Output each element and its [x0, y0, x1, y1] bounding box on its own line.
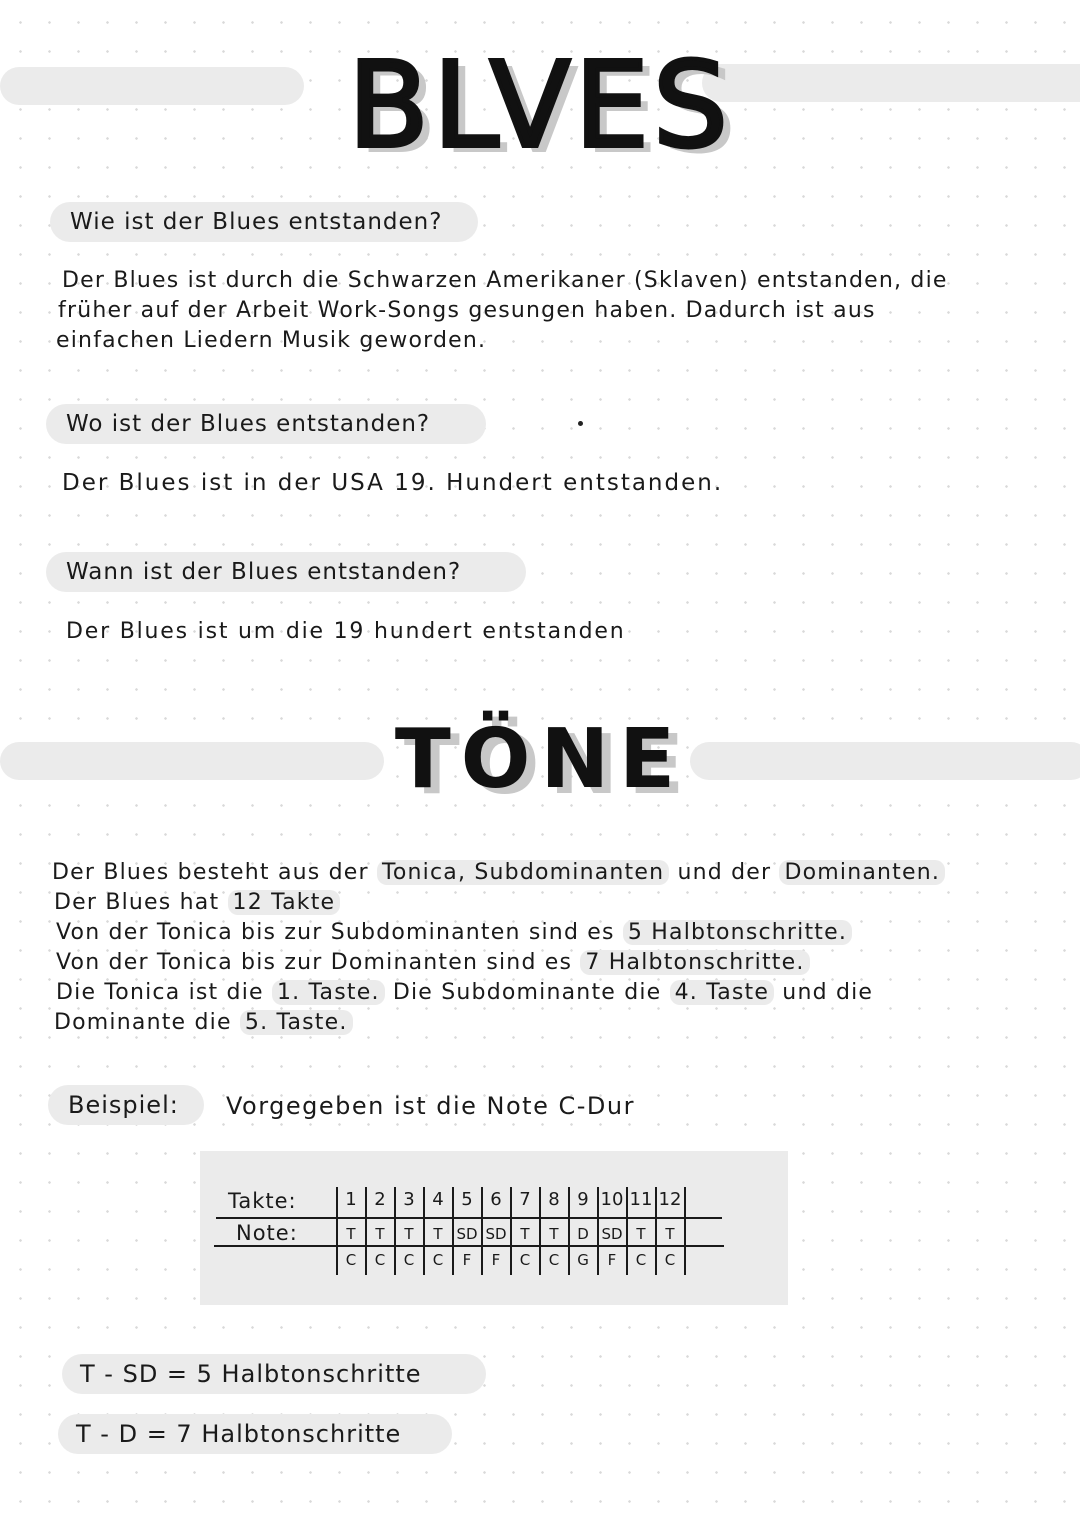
takt-cell: 6 — [490, 1189, 502, 1210]
toene-line-1: Der Blues besteht aus der Tonica, Subdominanten und der Dominanten. — [52, 858, 945, 888]
question-origin: Wie ist der Blues entstanden? — [50, 202, 478, 242]
table-column-divider — [423, 1187, 425, 1275]
function-cell: T — [346, 1225, 356, 1243]
highlight-12-takte: 12 Takte — [228, 890, 341, 915]
toene-line-3: Von der Tonica bis zur Subdominanten sind es 5 Halbtonschritte. — [56, 918, 852, 948]
answer-origin-line: einfachen Liedern Musik geworden. — [56, 328, 487, 353]
table-column-divider — [626, 1187, 628, 1275]
formula-t-sd: T - SD = 5 Halbtonschritte — [62, 1354, 486, 1394]
example-label: Beispiel: — [48, 1085, 204, 1125]
answer-origin-line: Der Blues ist durch die Schwarzen Amerikaner (Sklaven) entstanden, die — [62, 268, 948, 293]
question-where: Wo ist der Blues entstanden? — [46, 404, 486, 444]
note-cell: C — [548, 1251, 560, 1269]
table-rule-bottom — [214, 1245, 724, 1247]
table-column-divider — [568, 1187, 570, 1275]
table-column-divider — [336, 1187, 338, 1275]
function-cell: T — [375, 1225, 385, 1243]
toene-line-4: Von der Tonica bis zur Dominanten sind es 7 Halbtonschritte. — [56, 948, 810, 978]
function-cell: SD — [601, 1225, 623, 1243]
blues-scheme-table — [200, 1151, 788, 1305]
function-cell: T — [433, 1225, 443, 1243]
takt-cell: 7 — [519, 1189, 531, 1210]
note-cell: C — [374, 1251, 386, 1269]
function-cell: T — [520, 1225, 530, 1243]
table-column-divider — [597, 1187, 599, 1275]
takt-cell: 10 — [600, 1189, 624, 1210]
note-cell: F — [607, 1251, 617, 1269]
toene-line-2: Der Blues hat 12 Takte — [54, 888, 340, 918]
highlight-7-halbtonschritte: 7 Halbtonschritte. — [580, 950, 809, 975]
table-rule-top — [216, 1217, 722, 1219]
note-cell: F — [491, 1251, 501, 1269]
highlight-5-taste: 5. Taste. — [240, 1010, 353, 1035]
takt-cell: 4 — [432, 1189, 444, 1210]
table-column-divider — [684, 1187, 686, 1275]
highlight-1-taste: 1. Taste. — [272, 980, 385, 1005]
function-cell: SD — [456, 1225, 478, 1243]
row-label-takte: Takte: — [228, 1189, 297, 1213]
note-cell: C — [519, 1251, 531, 1269]
highlight-4-taste: 4. Taste — [670, 980, 775, 1005]
note-cell: C — [403, 1251, 415, 1269]
question-when: Wann ist der Blues entstanden? — [46, 552, 526, 592]
function-cell: T — [665, 1225, 675, 1243]
section-title-blues: BLVES — [348, 36, 732, 174]
section-title-toene: TÖNE — [394, 712, 686, 807]
note-cell: G — [577, 1251, 589, 1269]
table-column-divider — [452, 1187, 454, 1275]
function-cell: T — [404, 1225, 414, 1243]
dot-mark — [578, 421, 583, 426]
takt-cell: 3 — [403, 1189, 415, 1210]
note-cell: C — [635, 1251, 647, 1269]
function-cell: SD — [485, 1225, 507, 1243]
note-cell: C — [345, 1251, 357, 1269]
takt-cell: 12 — [658, 1189, 682, 1210]
formula-t-d: T - D = 7 Halbtonschritte — [58, 1414, 452, 1454]
table-column-divider — [655, 1187, 657, 1275]
highlight-5-halbtonschritte: 5 Halbtonschritte. — [623, 920, 852, 945]
note-cell: F — [462, 1251, 472, 1269]
function-cell: D — [577, 1225, 589, 1243]
note-cell: C — [664, 1251, 676, 1269]
answer-when: Der Blues ist um die 19 hundert entstanden — [66, 619, 626, 644]
table-column-divider — [365, 1187, 367, 1275]
answer-origin-line: früher auf der Arbeit Work-Songs gesungen haben. Dadurch ist aus — [58, 298, 876, 323]
table-column-divider — [510, 1187, 512, 1275]
toene-line-5: Die Tonica ist die 1. Taste. Die Subdominante die 4. Taste und die — [56, 980, 874, 1005]
toene-line-6: Dominante die 5. Taste. — [54, 1008, 353, 1038]
note-cell: C — [432, 1251, 444, 1269]
row-label-note: Note: — [236, 1221, 298, 1245]
takt-cell: 5 — [461, 1189, 473, 1210]
highlight-tonica-subdominanten: Tonica, Subdominanten — [377, 860, 669, 885]
takt-cell: 8 — [548, 1189, 560, 1210]
takt-cell: 9 — [577, 1189, 589, 1210]
table-column-divider — [539, 1187, 541, 1275]
function-cell: T — [549, 1225, 559, 1243]
highlight-dominanten: Dominanten. — [779, 860, 945, 885]
example-text: Vorgegeben ist die Note C-Dur — [226, 1092, 635, 1120]
table-column-divider — [481, 1187, 483, 1275]
takt-cell: 11 — [629, 1189, 653, 1210]
function-cell: T — [636, 1225, 646, 1243]
table-column-divider — [394, 1187, 396, 1275]
takt-cell: 2 — [374, 1189, 386, 1210]
answer-where: Der Blues ist in der USA 19. Hundert entstanden. — [62, 470, 724, 496]
takt-cell: 1 — [345, 1189, 357, 1210]
